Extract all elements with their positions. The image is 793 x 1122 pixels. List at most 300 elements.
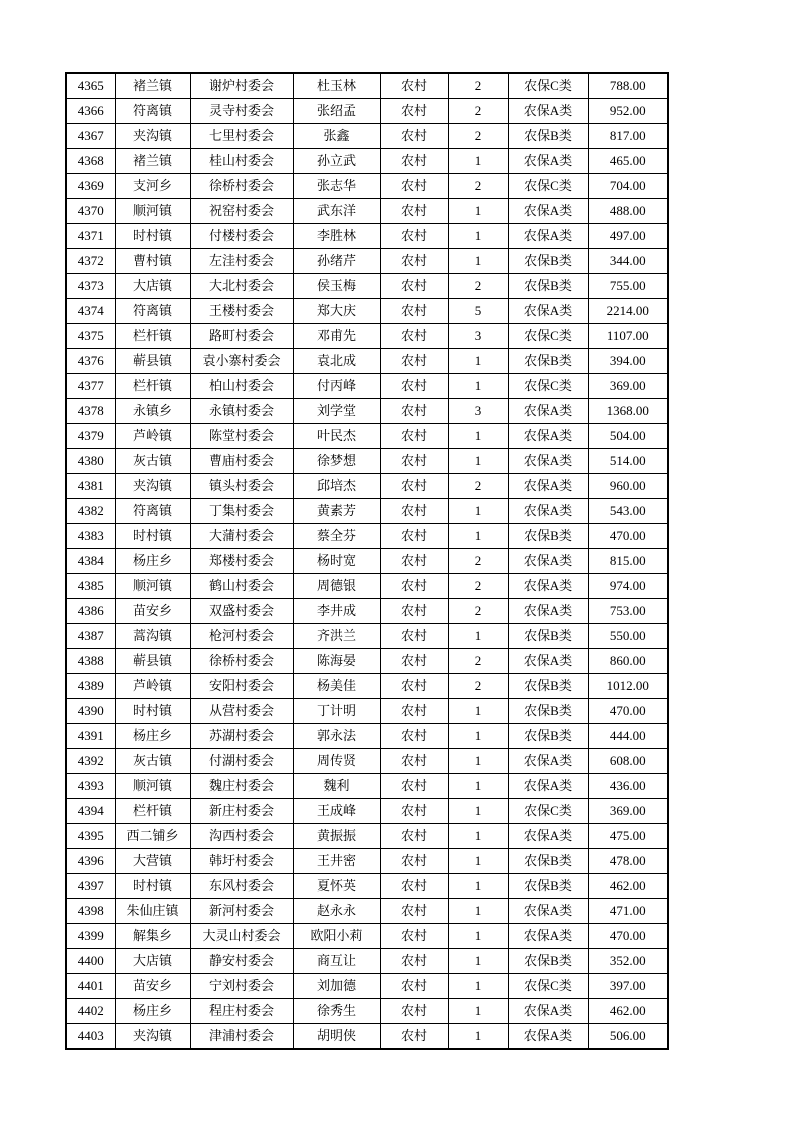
table-row (66, 1024, 668, 1050)
cell-person-name: 徐秀生 (293, 999, 380, 1024)
cell-person-name: 张绍孟 (293, 99, 380, 124)
cell-town: 夹沟镇 (115, 124, 190, 149)
cell-category: 农保A类 (508, 574, 588, 599)
cell-household-type: 农村 (380, 724, 448, 749)
cell-person-name: 黄振振 (293, 824, 380, 849)
cell-amount: 397.00 (588, 974, 668, 999)
table-row (66, 674, 668, 699)
cell-person-name: 王成峰 (293, 799, 380, 824)
table-row (66, 474, 668, 499)
cell-person-name: 孙立武 (293, 149, 380, 174)
table-row (66, 924, 668, 949)
cell-category: 农保C类 (508, 174, 588, 199)
cell-person-name: 商互让 (293, 949, 380, 974)
cell-person-name: 刘加德 (293, 974, 380, 999)
cell-record-id: 4385 (66, 574, 115, 599)
table-row (66, 774, 668, 799)
records-table (65, 72, 669, 1050)
cell-amount: 470.00 (588, 924, 668, 949)
cell-amount: 543.00 (588, 499, 668, 524)
cell-record-id: 4376 (66, 349, 115, 374)
cell-category: 农保A类 (508, 899, 588, 924)
cell-amount: 444.00 (588, 724, 668, 749)
cell-town: 顺河镇 (115, 574, 190, 599)
cell-category: 农保A类 (508, 749, 588, 774)
cell-town: 永镇乡 (115, 399, 190, 424)
cell-count: 2 (448, 474, 508, 499)
cell-town: 蒿沟镇 (115, 624, 190, 649)
cell-category: 农保A类 (508, 399, 588, 424)
cell-record-id: 4367 (66, 124, 115, 149)
cell-count: 1 (448, 449, 508, 474)
cell-amount: 755.00 (588, 274, 668, 299)
cell-person-name: 胡明侠 (293, 1024, 380, 1050)
cell-household-type: 农村 (380, 149, 448, 174)
cell-count: 1 (448, 249, 508, 274)
cell-village-committee: 柏山村委会 (190, 374, 293, 399)
cell-town: 夹沟镇 (115, 1024, 190, 1050)
cell-household-type: 农村 (380, 274, 448, 299)
cell-village-committee: 静安村委会 (190, 949, 293, 974)
cell-record-id: 4366 (66, 99, 115, 124)
table-row (66, 524, 668, 549)
cell-village-committee: 永镇村委会 (190, 399, 293, 424)
cell-record-id: 4386 (66, 599, 115, 624)
cell-person-name: 欧阳小莉 (293, 924, 380, 949)
table-row (66, 249, 668, 274)
cell-person-name: 张鑫 (293, 124, 380, 149)
cell-count: 1 (448, 749, 508, 774)
cell-amount: 369.00 (588, 799, 668, 824)
cell-town: 朱仙庄镇 (115, 899, 190, 924)
cell-town: 栏杆镇 (115, 799, 190, 824)
table-row (66, 974, 668, 999)
cell-record-id: 4396 (66, 849, 115, 874)
cell-person-name: 陈海晏 (293, 649, 380, 674)
cell-category: 农保A类 (508, 599, 588, 624)
cell-category: 农保B类 (508, 524, 588, 549)
table-row (66, 549, 668, 574)
table-row (66, 824, 668, 849)
cell-count: 1 (448, 899, 508, 924)
cell-record-id: 4400 (66, 949, 115, 974)
cell-village-committee: 徐桥村委会 (190, 649, 293, 674)
cell-village-committee: 新庄村委会 (190, 799, 293, 824)
cell-village-committee: 大灵山村委会 (190, 924, 293, 949)
cell-amount: 1368.00 (588, 399, 668, 424)
cell-amount: 1107.00 (588, 324, 668, 349)
cell-household-type: 农村 (380, 749, 448, 774)
cell-category: 农保A类 (508, 649, 588, 674)
cell-town: 苗安乡 (115, 974, 190, 999)
cell-town: 支河乡 (115, 174, 190, 199)
cell-amount: 352.00 (588, 949, 668, 974)
cell-record-id: 4375 (66, 324, 115, 349)
cell-household-type: 农村 (380, 774, 448, 799)
cell-town: 灰古镇 (115, 749, 190, 774)
cell-town: 褚兰镇 (115, 149, 190, 174)
cell-household-type: 农村 (380, 374, 448, 399)
cell-category: 农保B类 (508, 724, 588, 749)
cell-household-type: 农村 (380, 624, 448, 649)
table-row (66, 724, 668, 749)
cell-record-id: 4389 (66, 674, 115, 699)
cell-amount: 344.00 (588, 249, 668, 274)
cell-person-name: 蔡全芬 (293, 524, 380, 549)
cell-village-committee: 双盛村委会 (190, 599, 293, 624)
cell-person-name: 付丙峰 (293, 374, 380, 399)
cell-amount: 960.00 (588, 474, 668, 499)
cell-amount: 514.00 (588, 449, 668, 474)
cell-household-type: 农村 (380, 524, 448, 549)
cell-count: 1 (448, 999, 508, 1024)
cell-amount: 504.00 (588, 424, 668, 449)
cell-amount: 974.00 (588, 574, 668, 599)
cell-amount: 478.00 (588, 849, 668, 874)
cell-person-name: 武东洋 (293, 199, 380, 224)
cell-person-name: 魏利 (293, 774, 380, 799)
cell-category: 农保C类 (508, 73, 588, 99)
cell-town: 栏杆镇 (115, 324, 190, 349)
cell-amount: 860.00 (588, 649, 668, 674)
cell-town: 符离镇 (115, 299, 190, 324)
cell-household-type: 农村 (380, 924, 448, 949)
table-row (66, 749, 668, 774)
cell-count: 1 (448, 874, 508, 899)
cell-village-committee: 东风村委会 (190, 874, 293, 899)
cell-count: 1 (448, 524, 508, 549)
cell-person-name: 齐洪兰 (293, 624, 380, 649)
cell-town: 西二铺乡 (115, 824, 190, 849)
cell-count: 1 (448, 499, 508, 524)
table-row (66, 399, 668, 424)
cell-village-committee: 宁刘村委会 (190, 974, 293, 999)
cell-record-id: 4377 (66, 374, 115, 399)
cell-village-committee: 丁集村委会 (190, 499, 293, 524)
cell-count: 1 (448, 349, 508, 374)
cell-record-id: 4380 (66, 449, 115, 474)
cell-person-name: 郭永法 (293, 724, 380, 749)
cell-count: 2 (448, 99, 508, 124)
table-row (66, 699, 668, 724)
cell-household-type: 农村 (380, 224, 448, 249)
cell-record-id: 4395 (66, 824, 115, 849)
cell-household-type: 农村 (380, 699, 448, 724)
cell-count: 1 (448, 849, 508, 874)
cell-record-id: 4381 (66, 474, 115, 499)
cell-town: 褚兰镇 (115, 73, 190, 99)
cell-category: 农保B类 (508, 699, 588, 724)
cell-amount: 470.00 (588, 699, 668, 724)
cell-town: 灰古镇 (115, 449, 190, 474)
table-row (66, 849, 668, 874)
cell-town: 时村镇 (115, 874, 190, 899)
cell-category: 农保B类 (508, 249, 588, 274)
cell-category: 农保B类 (508, 349, 588, 374)
table-row (66, 174, 668, 199)
cell-village-committee: 灵寺村委会 (190, 99, 293, 124)
cell-count: 3 (448, 399, 508, 424)
cell-record-id: 4378 (66, 399, 115, 424)
cell-village-committee: 从营村委会 (190, 699, 293, 724)
cell-record-id: 4399 (66, 924, 115, 949)
cell-village-committee: 苏湖村委会 (190, 724, 293, 749)
cell-count: 1 (448, 824, 508, 849)
cell-category: 农保C类 (508, 374, 588, 399)
cell-count: 1 (448, 199, 508, 224)
cell-count: 1 (448, 624, 508, 649)
cell-household-type: 农村 (380, 974, 448, 999)
cell-record-id: 4388 (66, 649, 115, 674)
cell-category: 农保A类 (508, 449, 588, 474)
cell-category: 农保A类 (508, 999, 588, 1024)
cell-town: 夹沟镇 (115, 474, 190, 499)
cell-town: 解集乡 (115, 924, 190, 949)
table-row (66, 324, 668, 349)
cell-record-id: 4391 (66, 724, 115, 749)
cell-amount: 753.00 (588, 599, 668, 624)
cell-count: 2 (448, 174, 508, 199)
cell-person-name: 赵永永 (293, 899, 380, 924)
table-row (66, 224, 668, 249)
cell-person-name: 杨美佳 (293, 674, 380, 699)
table-row (66, 374, 668, 399)
cell-village-committee: 大北村委会 (190, 274, 293, 299)
cell-person-name: 刘学堂 (293, 399, 380, 424)
cell-person-name: 杨时宽 (293, 549, 380, 574)
cell-village-committee: 安阳村委会 (190, 674, 293, 699)
cell-count: 1 (448, 699, 508, 724)
cell-village-committee: 王楼村委会 (190, 299, 293, 324)
cell-category: 农保B类 (508, 874, 588, 899)
cell-village-committee: 袁小寨村委会 (190, 349, 293, 374)
cell-town: 栏杆镇 (115, 374, 190, 399)
cell-record-id: 4403 (66, 1024, 115, 1050)
cell-record-id: 4401 (66, 974, 115, 999)
cell-household-type: 农村 (380, 874, 448, 899)
cell-household-type: 农村 (380, 599, 448, 624)
cell-person-name: 李井成 (293, 599, 380, 624)
table-row (66, 149, 668, 174)
cell-amount: 436.00 (588, 774, 668, 799)
cell-household-type: 农村 (380, 324, 448, 349)
table-row (66, 274, 668, 299)
cell-count: 2 (448, 599, 508, 624)
cell-count: 1 (448, 799, 508, 824)
cell-amount: 471.00 (588, 899, 668, 924)
cell-village-committee: 津浦村委会 (190, 1024, 293, 1050)
cell-category: 农保B类 (508, 949, 588, 974)
cell-household-type: 农村 (380, 574, 448, 599)
cell-category: 农保B类 (508, 124, 588, 149)
table-row (66, 599, 668, 624)
table-row (66, 349, 668, 374)
cell-village-committee: 路町村委会 (190, 324, 293, 349)
cell-person-name: 周传贤 (293, 749, 380, 774)
table-row (66, 799, 668, 824)
cell-count: 1 (448, 724, 508, 749)
cell-household-type: 农村 (380, 474, 448, 499)
cell-village-committee: 陈堂村委会 (190, 424, 293, 449)
cell-household-type: 农村 (380, 799, 448, 824)
cell-category: 农保A类 (508, 149, 588, 174)
cell-amount: 369.00 (588, 374, 668, 399)
cell-household-type: 农村 (380, 824, 448, 849)
cell-person-name: 杜玉林 (293, 73, 380, 99)
cell-household-type: 农村 (380, 199, 448, 224)
table-row (66, 949, 668, 974)
cell-village-committee: 程庄村委会 (190, 999, 293, 1024)
cell-category: 农保A类 (508, 774, 588, 799)
cell-count: 1 (448, 949, 508, 974)
cell-person-name: 夏怀英 (293, 874, 380, 899)
cell-village-committee: 桂山村委会 (190, 149, 293, 174)
cell-town: 大店镇 (115, 949, 190, 974)
cell-household-type: 农村 (380, 1024, 448, 1050)
table-row (66, 99, 668, 124)
cell-town: 时村镇 (115, 224, 190, 249)
cell-amount: 788.00 (588, 73, 668, 99)
table-row (66, 199, 668, 224)
cell-household-type: 农村 (380, 99, 448, 124)
cell-village-committee: 韩圩村委会 (190, 849, 293, 874)
cell-household-type: 农村 (380, 124, 448, 149)
cell-village-committee: 沟西村委会 (190, 824, 293, 849)
cell-household-type: 农村 (380, 399, 448, 424)
cell-person-name: 侯玉梅 (293, 274, 380, 299)
cell-person-name: 徐梦想 (293, 449, 380, 474)
cell-amount: 608.00 (588, 749, 668, 774)
cell-town: 顺河镇 (115, 199, 190, 224)
cell-category: 农保A类 (508, 1024, 588, 1050)
cell-town: 苗安乡 (115, 599, 190, 624)
table-row (66, 424, 668, 449)
cell-town: 芦岭镇 (115, 674, 190, 699)
cell-record-id: 4384 (66, 549, 115, 574)
cell-count: 1 (448, 774, 508, 799)
cell-village-committee: 枪河村委会 (190, 624, 293, 649)
cell-town: 符离镇 (115, 499, 190, 524)
cell-amount: 462.00 (588, 999, 668, 1024)
cell-household-type: 农村 (380, 849, 448, 874)
cell-town: 符离镇 (115, 99, 190, 124)
table-body (66, 73, 668, 1049)
cell-category: 农保A类 (508, 199, 588, 224)
cell-amount: 475.00 (588, 824, 668, 849)
cell-town: 杨庄乡 (115, 999, 190, 1024)
cell-record-id: 4371 (66, 224, 115, 249)
cell-amount: 506.00 (588, 1024, 668, 1050)
cell-count: 1 (448, 974, 508, 999)
cell-record-id: 4372 (66, 249, 115, 274)
cell-category: 农保A类 (508, 924, 588, 949)
cell-category: 农保B类 (508, 849, 588, 874)
cell-person-name: 郑大庆 (293, 299, 380, 324)
cell-category: 农保A类 (508, 824, 588, 849)
cell-village-committee: 镇头村委会 (190, 474, 293, 499)
cell-category: 农保B类 (508, 624, 588, 649)
cell-category: 农保A类 (508, 299, 588, 324)
cell-amount: 2214.00 (588, 299, 668, 324)
cell-person-name: 周德银 (293, 574, 380, 599)
cell-household-type: 农村 (380, 499, 448, 524)
cell-count: 1 (448, 374, 508, 399)
cell-amount: 470.00 (588, 524, 668, 549)
cell-person-name: 李胜林 (293, 224, 380, 249)
cell-category: 农保B类 (508, 674, 588, 699)
table-row (66, 899, 668, 924)
cell-record-id: 4383 (66, 524, 115, 549)
cell-amount: 394.00 (588, 349, 668, 374)
cell-household-type: 农村 (380, 299, 448, 324)
cell-record-id: 4369 (66, 174, 115, 199)
cell-household-type: 农村 (380, 174, 448, 199)
cell-count: 1 (448, 149, 508, 174)
cell-village-committee: 曹庙村委会 (190, 449, 293, 474)
table-row (66, 449, 668, 474)
table-row (66, 299, 668, 324)
table-row (66, 874, 668, 899)
cell-person-name: 王井密 (293, 849, 380, 874)
cell-town: 大店镇 (115, 274, 190, 299)
cell-record-id: 4398 (66, 899, 115, 924)
cell-household-type: 农村 (380, 674, 448, 699)
cell-village-committee: 新河村委会 (190, 899, 293, 924)
cell-category: 农保A类 (508, 474, 588, 499)
cell-record-id: 4397 (66, 874, 115, 899)
table-row (66, 499, 668, 524)
cell-amount: 462.00 (588, 874, 668, 899)
cell-amount: 465.00 (588, 149, 668, 174)
cell-count: 2 (448, 549, 508, 574)
cell-person-name: 张志华 (293, 174, 380, 199)
cell-amount: 1012.00 (588, 674, 668, 699)
cell-town: 时村镇 (115, 699, 190, 724)
cell-household-type: 农村 (380, 349, 448, 374)
cell-household-type: 农村 (380, 449, 448, 474)
cell-household-type: 农村 (380, 73, 448, 99)
cell-amount: 488.00 (588, 199, 668, 224)
cell-amount: 550.00 (588, 624, 668, 649)
cell-count: 1 (448, 224, 508, 249)
cell-town: 杨庄乡 (115, 724, 190, 749)
table-row (66, 124, 668, 149)
cell-town: 芦岭镇 (115, 424, 190, 449)
cell-count: 2 (448, 649, 508, 674)
cell-village-committee: 大蒲村委会 (190, 524, 293, 549)
cell-count: 2 (448, 274, 508, 299)
cell-village-committee: 左洼村委会 (190, 249, 293, 274)
cell-amount: 952.00 (588, 99, 668, 124)
cell-village-committee: 鹤山村委会 (190, 574, 293, 599)
cell-category: 农保A类 (508, 549, 588, 574)
cell-count: 3 (448, 324, 508, 349)
cell-amount: 704.00 (588, 174, 668, 199)
cell-village-committee: 付楼村委会 (190, 224, 293, 249)
cell-record-id: 4365 (66, 73, 115, 99)
cell-town: 蕲县镇 (115, 349, 190, 374)
cell-category: 农保A类 (508, 499, 588, 524)
cell-household-type: 农村 (380, 549, 448, 574)
table-row (66, 574, 668, 599)
table-row (66, 999, 668, 1024)
cell-household-type: 农村 (380, 949, 448, 974)
cell-town: 曹村镇 (115, 249, 190, 274)
table-row (66, 624, 668, 649)
cell-person-name: 袁北成 (293, 349, 380, 374)
cell-person-name: 丁计明 (293, 699, 380, 724)
cell-village-committee: 谢炉村委会 (190, 73, 293, 99)
